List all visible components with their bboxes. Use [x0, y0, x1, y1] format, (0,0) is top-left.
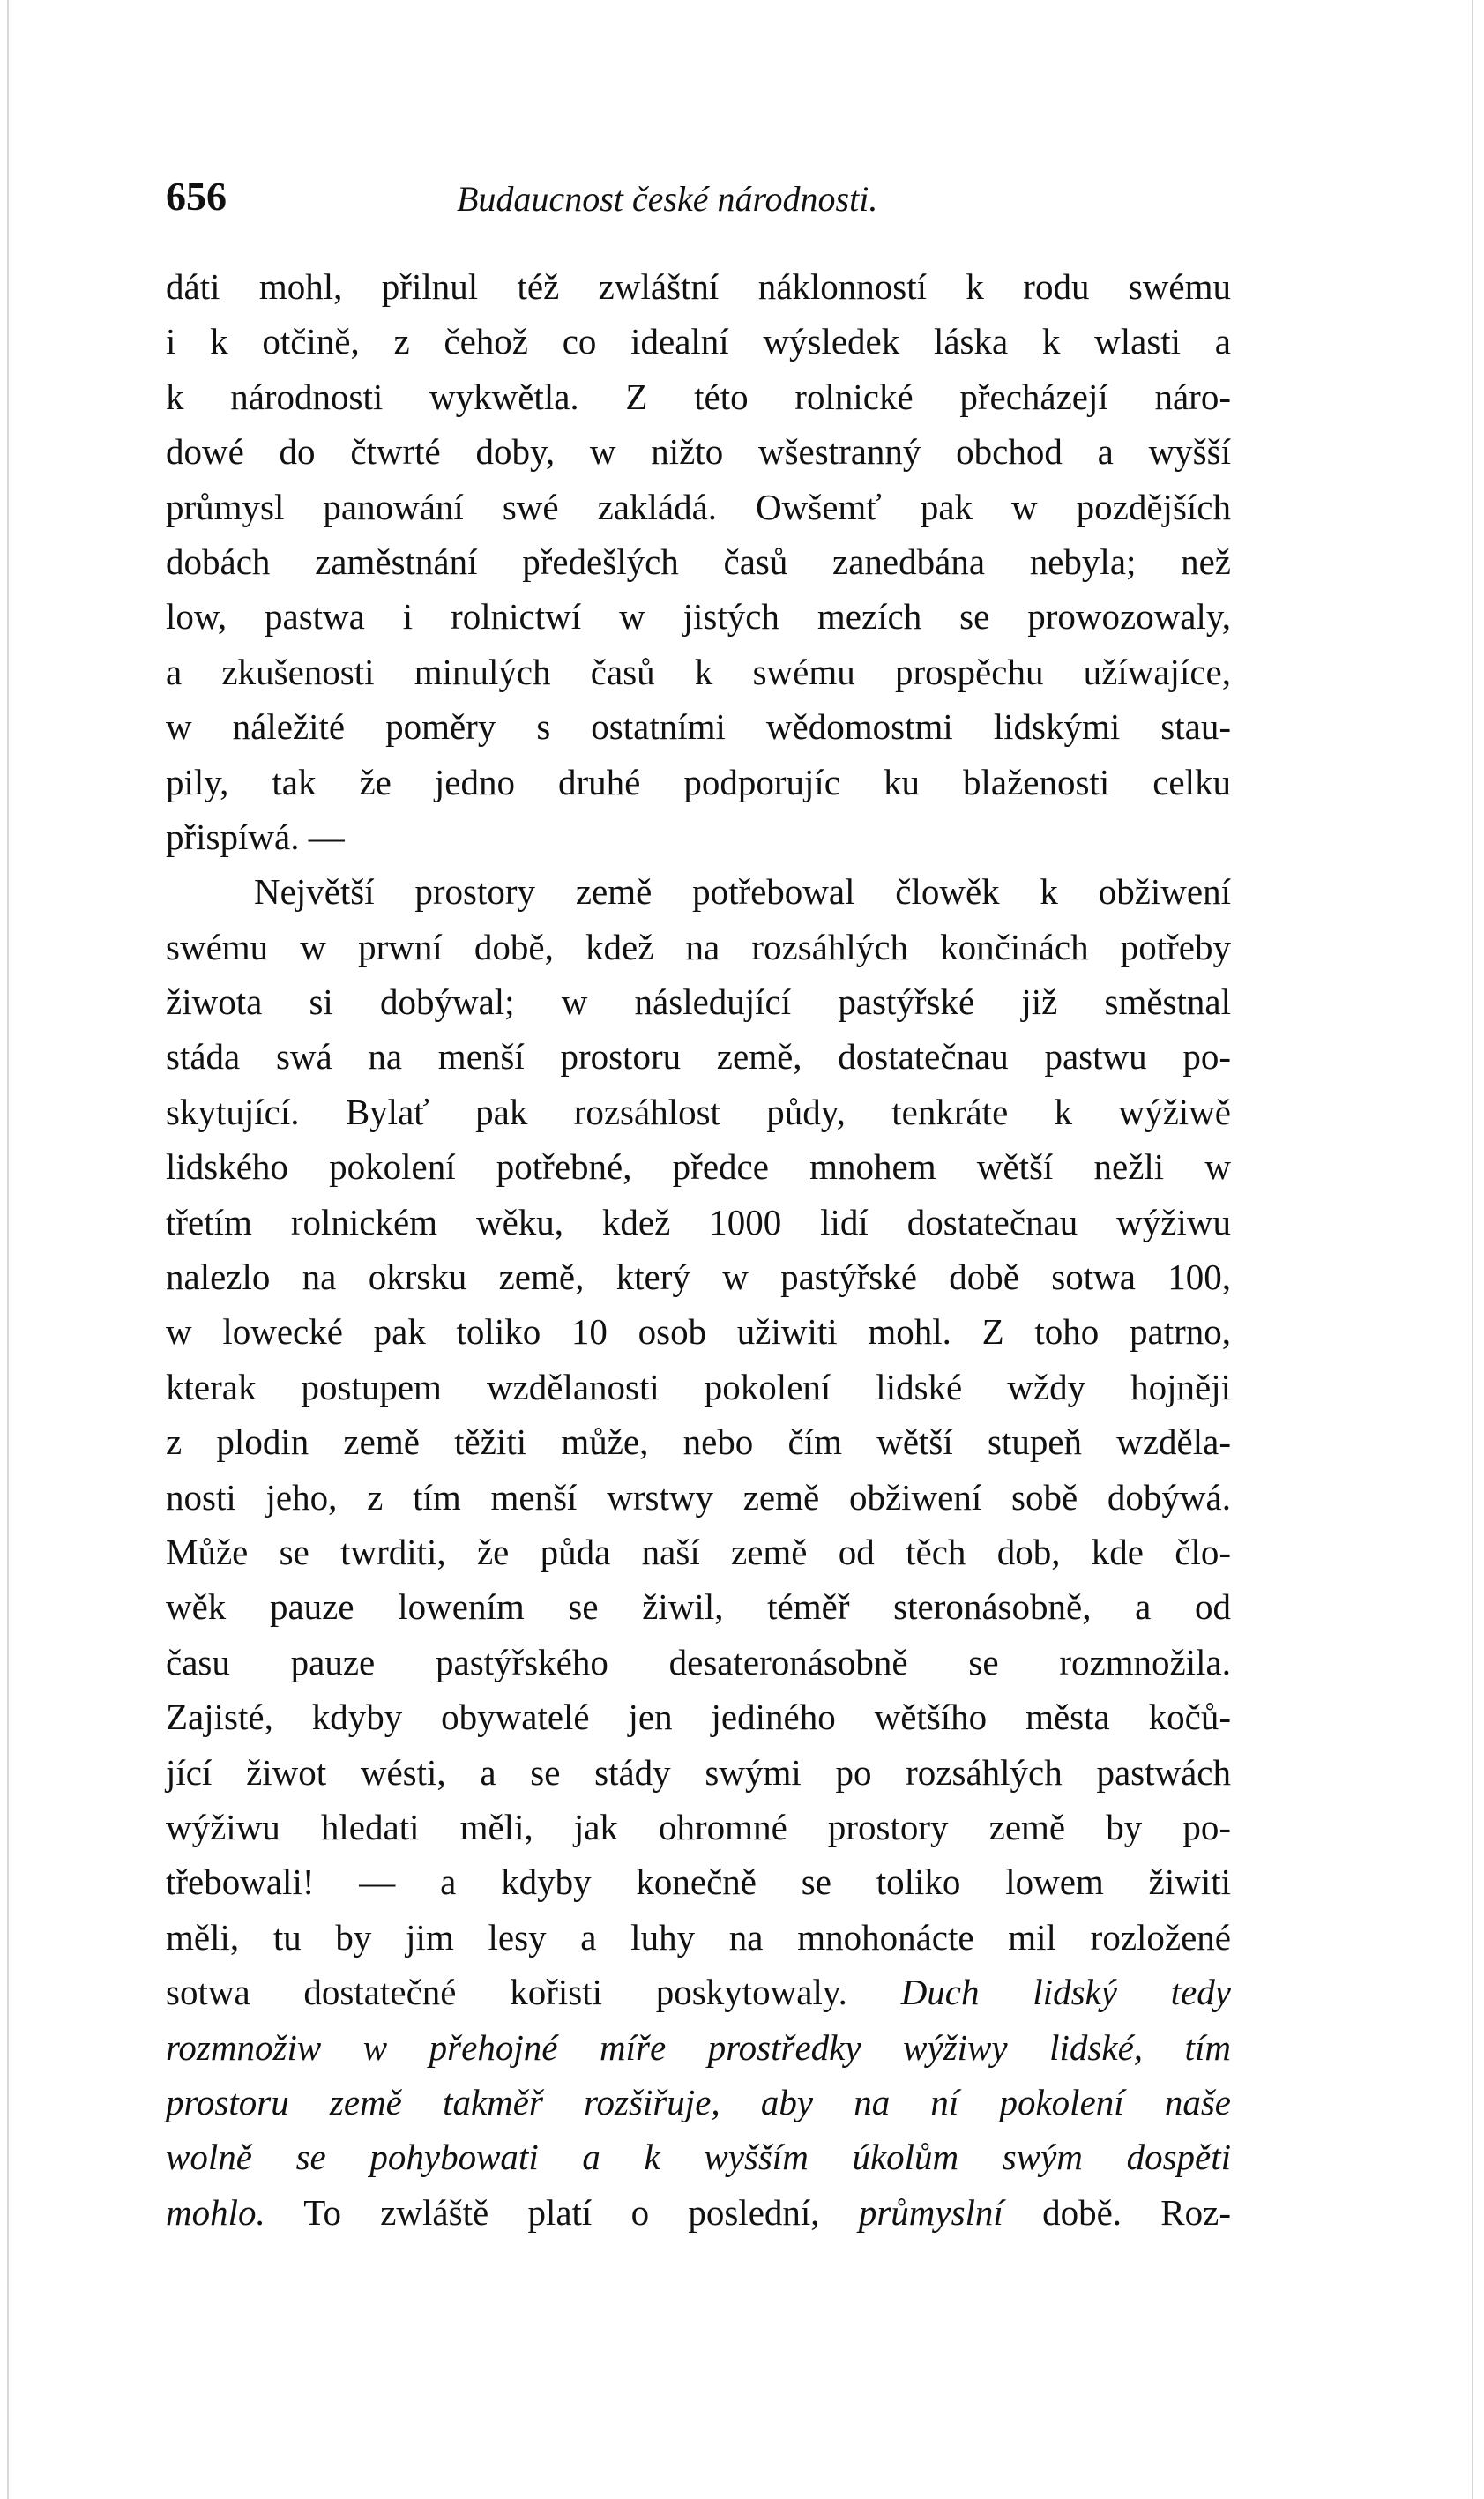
text-line — [166, 2130, 1231, 2184]
text-segment: k národnosti wykwětla. Z této rolnické přecházejí náro- — [166, 376, 1231, 417]
text-segment: swému w prwní době, kdež na rozsáhlých končinách potřeby — [166, 926, 1231, 967]
italic-text: rozmnožiw w přehojné míře prostředky wýžiwy lidské, tím — [166, 2026, 1231, 2068]
text-segment: pily, tak že jedno druhé podporujíc ku blaženosti celku — [166, 761, 1231, 802]
text-segment: době. Roz- — [1003, 2191, 1231, 2233]
text-segment: Zajisté, kdyby obywatelé jen jediného wětšího města kočů- — [166, 1697, 1231, 1738]
text-line — [166, 2185, 1231, 2240]
text-segment: stáda swá na menší prostoru země, dostatečnau pastwu po- — [166, 1036, 1231, 1078]
italic-text: průmyslní — [858, 2191, 1003, 2233]
text-line — [166, 699, 1231, 754]
text-line — [166, 1965, 1231, 2019]
text-segment: z plodin země těžiti může, nebo čím wětší stupeň wzděla- — [166, 1421, 1231, 1463]
text-line — [166, 1470, 1231, 1525]
text-line — [166, 1579, 1231, 1634]
page-edge-right — [1472, 0, 1473, 2499]
text-segment: přispíwá. — — [166, 816, 345, 857]
text-line — [166, 1635, 1231, 1690]
text-line — [166, 920, 1231, 974]
text-segment: sotwa dostatečné kořisti poskytowaly. — [166, 1972, 901, 2013]
text-segment: průmysl panowání swé zakládá. Owšemť pak w pozdějších — [166, 486, 1231, 527]
italic-text: mohlo. — [166, 2191, 265, 2233]
text-line — [166, 1910, 1231, 1965]
text-line — [166, 1854, 1231, 1909]
text-segment: w lowecké pak toliko 10 osob užiwiti mohl. Z toho patrno, — [166, 1311, 1231, 1353]
text-line — [166, 809, 1231, 864]
text-line — [166, 480, 1231, 534]
text-line — [166, 259, 1231, 314]
text-segment: Může se twrditi, že půda naší země od těch dob, kde člo- — [166, 1531, 1231, 1572]
text-line — [166, 1525, 1231, 1579]
text-segment: třebowali! — a kdyby konečně se toliko lowem žiwiti — [166, 1861, 1231, 1903]
text-line — [166, 1304, 1231, 1359]
text-segment: nosti jeho, z tím menší wrstwy země obžiwení sobě dobýwá. — [166, 1476, 1231, 1518]
text-segment: času pauze pastýřského desateronásobně se rozmnožila. — [166, 1641, 1231, 1682]
body-text — [166, 259, 1231, 2240]
text-segment: a zkušenosti minulých časů k swému prospěchu užíwajíce, — [166, 651, 1231, 692]
text-segment: měli, tu by jim lesy a luhy na mnohonácte mil rozložené — [166, 1916, 1231, 1958]
text-segment: i k otčině, z čehož co idealní wýsledek láska k wlasti a — [166, 321, 1231, 362]
text-segment: dowé do čtwrté doby, w nižto wšestranný obchod a wyšší — [166, 431, 1231, 473]
text-segment: skytující. Bylať pak rozsáhlost půdy, tenkráte k wýžiwě — [166, 1091, 1231, 1132]
text-line — [166, 1800, 1231, 1854]
italic-text: Duch lidský tedy — [900, 1972, 1231, 2013]
text-segment: Největší prostory země potřebowal člowěk k obžiwení — [254, 871, 1231, 913]
text-segment: nalezlo na okrsku země, který w pastýřské době sotwa 100, — [166, 1257, 1231, 1298]
text-segment: třetím rolnickém wěku, kdež 1000 lidí dostatečnau wýžiwu — [166, 1201, 1231, 1242]
text-segment: dobách zaměstnání předešlých časů zanedbána nebyla; než — [166, 541, 1231, 582]
text-line — [166, 1690, 1231, 1744]
text-line — [166, 1250, 1231, 1304]
text-line — [166, 369, 1231, 424]
text-line — [166, 2075, 1231, 2130]
text-line — [166, 2020, 1231, 2075]
text-line — [166, 1360, 1231, 1414]
text-segment: jící žiwot wésti, a se stády swými po rozsáhlých pastwách — [166, 1751, 1231, 1793]
page-edge-left — [7, 0, 9, 2499]
text-line — [166, 1195, 1231, 1250]
page-header — [166, 173, 1233, 226]
text-line — [166, 534, 1231, 589]
text-line — [166, 974, 1231, 1029]
text-segment: low, pastwa i rolnictwí w jistých mezích se prowozowaly, — [166, 596, 1231, 638]
text-segment: wěk pauze lowením se žiwil, téměř steronásobně, a od — [166, 1586, 1231, 1628]
text-segment: wýžiwu hledati měli, jak ohromné prostory země by po- — [166, 1806, 1231, 1847]
text-line — [166, 755, 1231, 809]
text-segment: dáti mohl, přilnul též zwláštní náklonností k rodu swému — [166, 266, 1231, 307]
text-segment: žiwota si dobýwal; w následující pastýřské již směstnal — [166, 981, 1231, 1023]
running-title: Budaucnost české národnosti. — [457, 179, 878, 219]
text-line — [166, 1085, 1231, 1139]
text-line — [166, 424, 1231, 479]
text-line — [166, 1414, 1231, 1469]
text-line — [166, 314, 1231, 369]
text-line — [166, 1139, 1231, 1194]
text-line — [166, 645, 1231, 699]
text-line — [166, 1745, 1231, 1800]
text-line — [166, 1029, 1231, 1084]
text-segment: kterak postupem wzdělanosti pokolení lidské wždy hojněji — [166, 1366, 1231, 1407]
text-segment: w náležité poměry s ostatními wědomostmi lidskými stau- — [166, 706, 1231, 748]
text-line — [166, 864, 1231, 919]
italic-text: prostoru země takměř rozšiřuje, aby na ní pokolení naše — [166, 2081, 1231, 2122]
text-line — [166, 589, 1231, 644]
text-segment: To zwláště platí o poslední, — [265, 2191, 859, 2233]
page-number: 656 — [166, 174, 227, 219]
italic-text: wolně se pohybowati a k wyšším úkolům swým dospěti — [166, 2137, 1231, 2178]
text-segment: lidského pokolení potřebné, předce mnohem wětší nežli w — [166, 1146, 1231, 1188]
